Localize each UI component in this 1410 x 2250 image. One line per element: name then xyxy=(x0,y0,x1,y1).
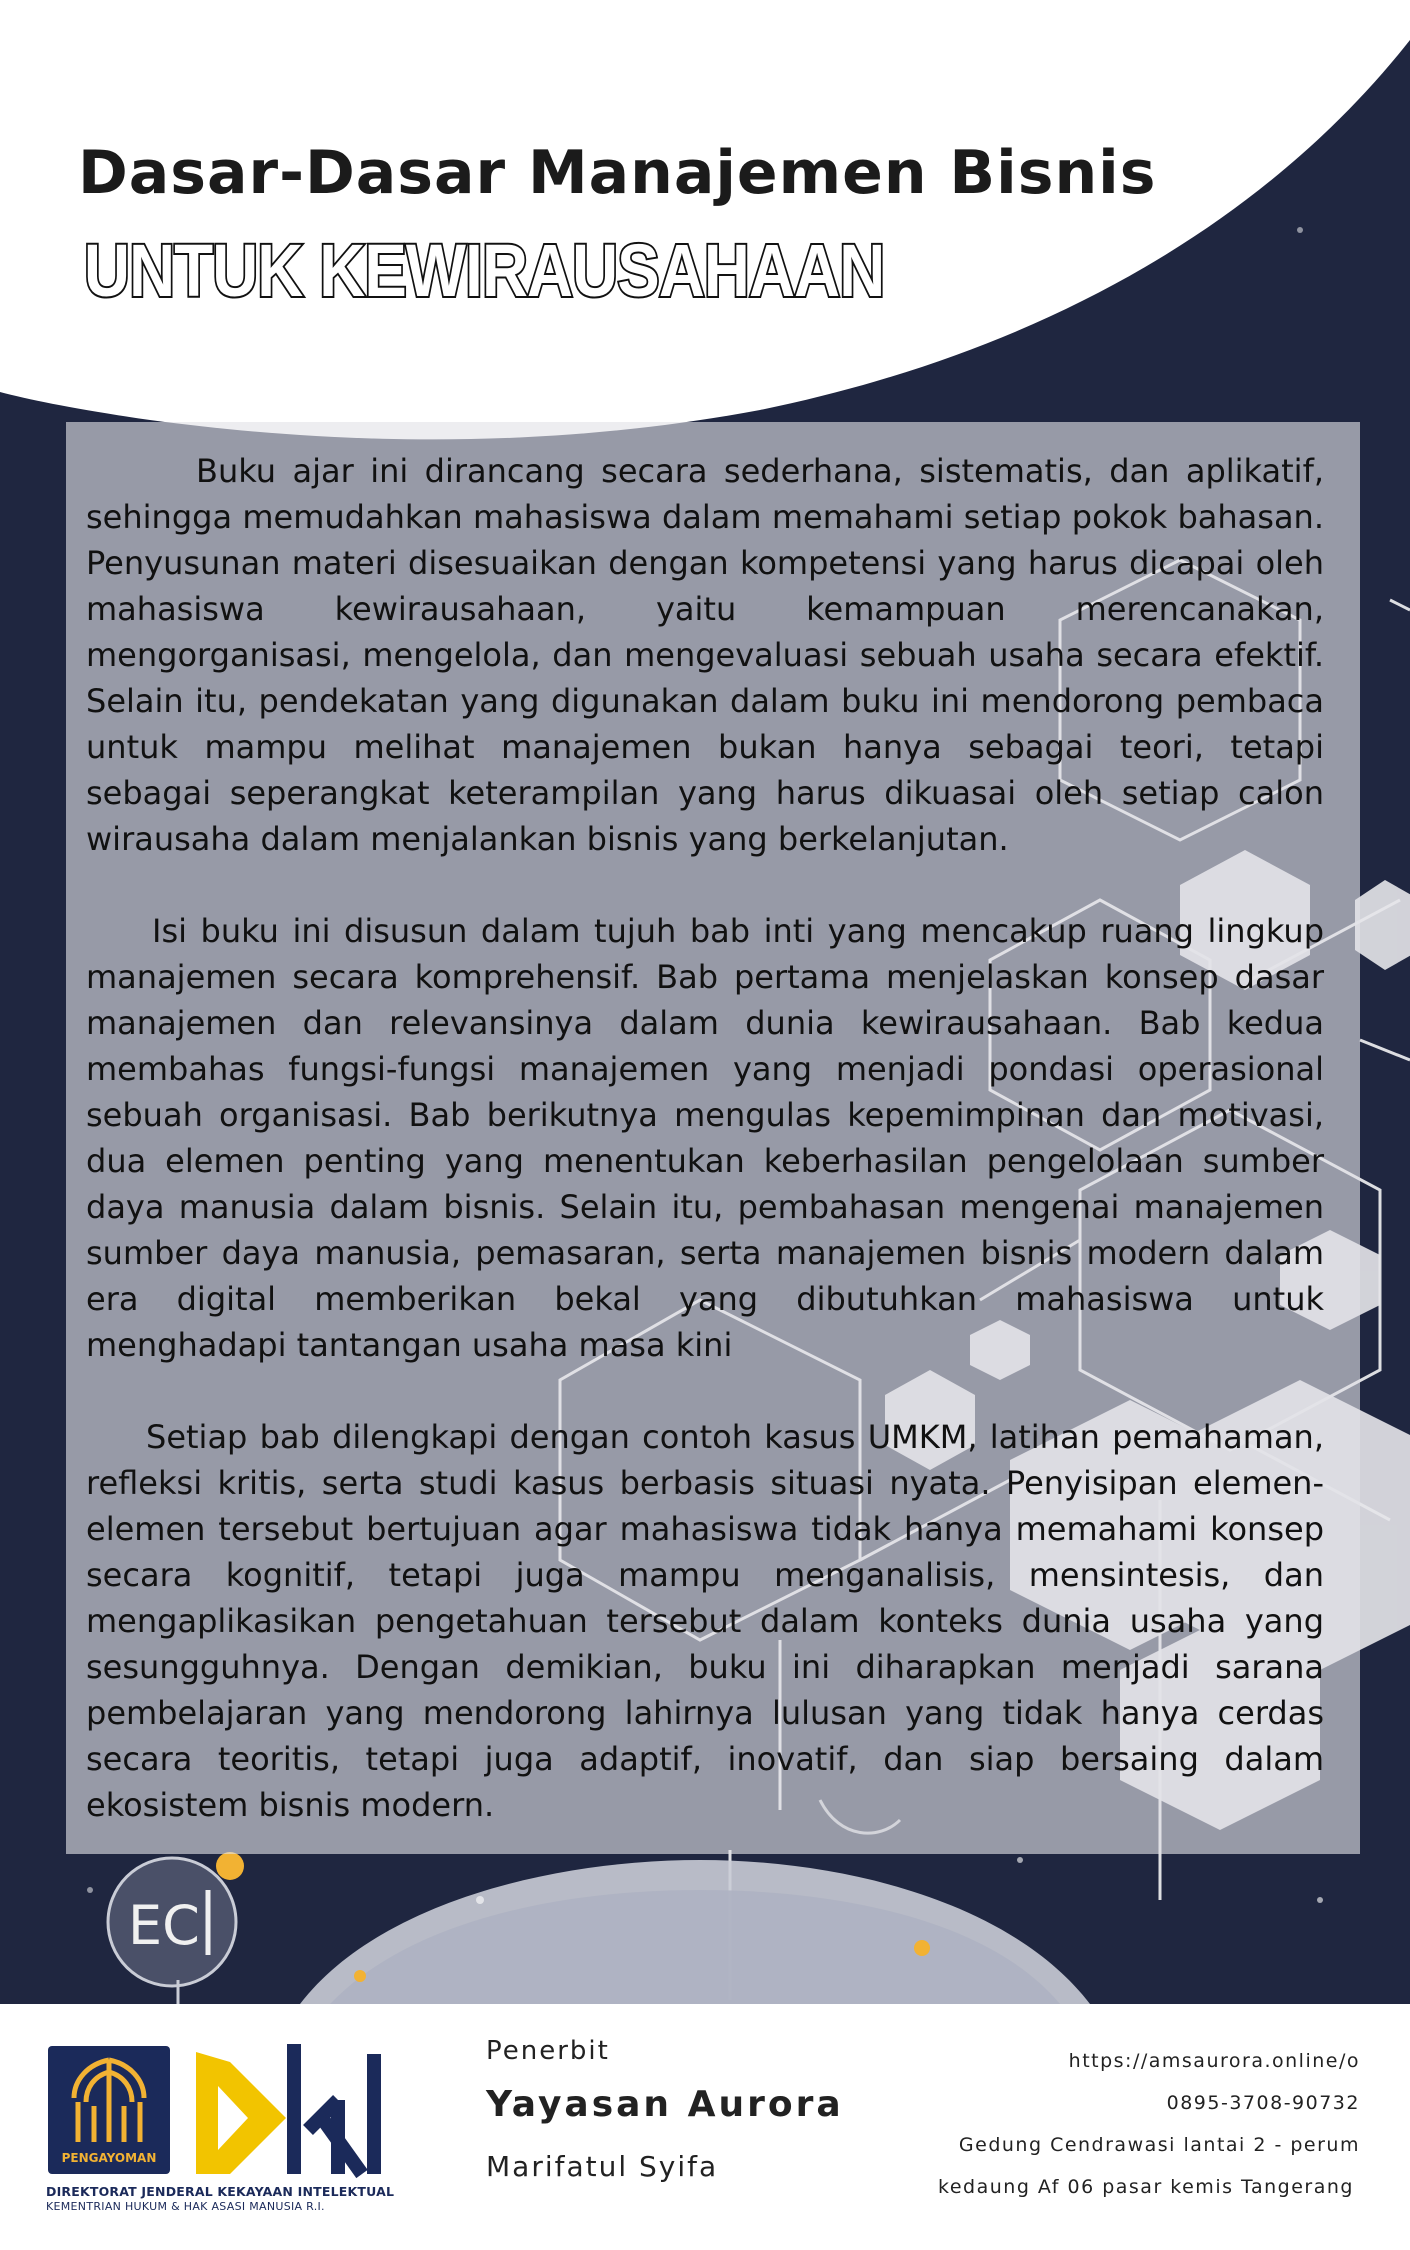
paragraph-1: Buku ajar ini dirancang secara sederhana, sistematis, dan aplikatif, sehingga memudahkan mahasiswa dalam memahami setiap pokok bahasan. Penyusunan materi disesuaikan dengan kompetensi yang harus dicapai oleh mahasiswa kewirausahaan, yaitu kemampuan merencanakan, mengorganisasi, mengelola, dan mengevaluasi sebuah usaha secara efektif. Selain itu, pendekatan yang digunakan dalam buku ini mendorong pembaca untuk mampu melihat manajemen bukan hanya sebagai teori, tetapi sebagai seperangkat keterampilan yang harus dikuasai oleh setiap calon wirausaha dalam menjalankan bisnis yang berkelanjutan. xyxy=(86,452,1324,858)
contact-address-line2: kedaung Af 06 pasar kemis Tangerang xyxy=(938,2176,1354,2198)
emblem-label: PENGAYOMAN xyxy=(61,2151,157,2165)
paragraph-2: Isi buku ini disusun dalam tujuh bab inti yang mencakup ruang lingkup manajemen secara komprehensif. Bab pertama menjelaskan konsep dasar manajemen dan relevansinya dalam dunia kewirausahaan. Bab kedua membahas fungsi-fungsi manajemen yang menjadi pondasi operasional sebuah organisasi. Bab berikutnya mengulas kepemimpinan dan motivasi, dua elemen penting yang menentukan keberhasilan pengelolaan sumber daya manusia dalam bisnis. Selain itu, pembahasan mengenai manajemen sumber daya manusia, pemasaran, serta manajemen bisnis modern dalam era digital memberikan bekal yang dibutuhkan mahasiswa untuk menghadapi tantangan usaha masa kini xyxy=(86,912,1324,1364)
book-title: Dasar-Dasar Manajemen Bisnis xyxy=(78,138,1157,208)
publisher-name: Yayasan Aurora xyxy=(486,2084,844,2125)
author-name: Marifatul Syifa xyxy=(486,2150,719,2183)
contact-url[interactable]: https://amsaurora.online/o xyxy=(1068,2050,1360,2072)
paragraph-3: Setiap bab dilengkapi dengan contoh kasus UMKM, latihan pemahaman, refleksi kritis, serta studi kasus berbasis situasi nyata. Penyisipan elemen-elemen tersebut bertujuan agar mahasiswa tidak hanya memahami konsep secara kognitif, tetapi juga mampu menganalisis, mensintesis, dan mengaplikasikan pengetahuan tersebut dalam konteks dunia usaha yang sesungguhnya. Dengan demikian, buku ini diharapkan menjadi sarana pembelajaran yang mendorong lahirnya lulusan yang tidak hanya cerdas secara teoritis, tetapi juga adaptif, inovatif, dan siap bersaing dalam ekosistem bisnis modern. xyxy=(86,1418,1324,1824)
contact-phone: 0895-3708-90732 xyxy=(1166,2092,1360,2114)
book-subtitle: UNTUK KEWIRAUSAHAAN xyxy=(84,229,885,312)
description-text xyxy=(86,448,1324,1828)
logo-caption-line1: DIREKTORAT JENDERAL KEKAYAAN INTELEKTUAL xyxy=(46,2184,395,2199)
pengayoman-emblem-icon xyxy=(48,2046,170,2174)
djki-logo-icon xyxy=(190,2034,390,2184)
bg-badge-text: EC xyxy=(128,1894,200,1957)
publisher-label: Penerbit xyxy=(486,2036,610,2066)
contact-address-line1: Gedung Cendrawasi lantai 2 - perum xyxy=(958,2134,1360,2156)
logo-caption-line2: KEMENTRIAN HUKUM & HAK ASASI MANUSIA R.I. xyxy=(46,2200,325,2213)
